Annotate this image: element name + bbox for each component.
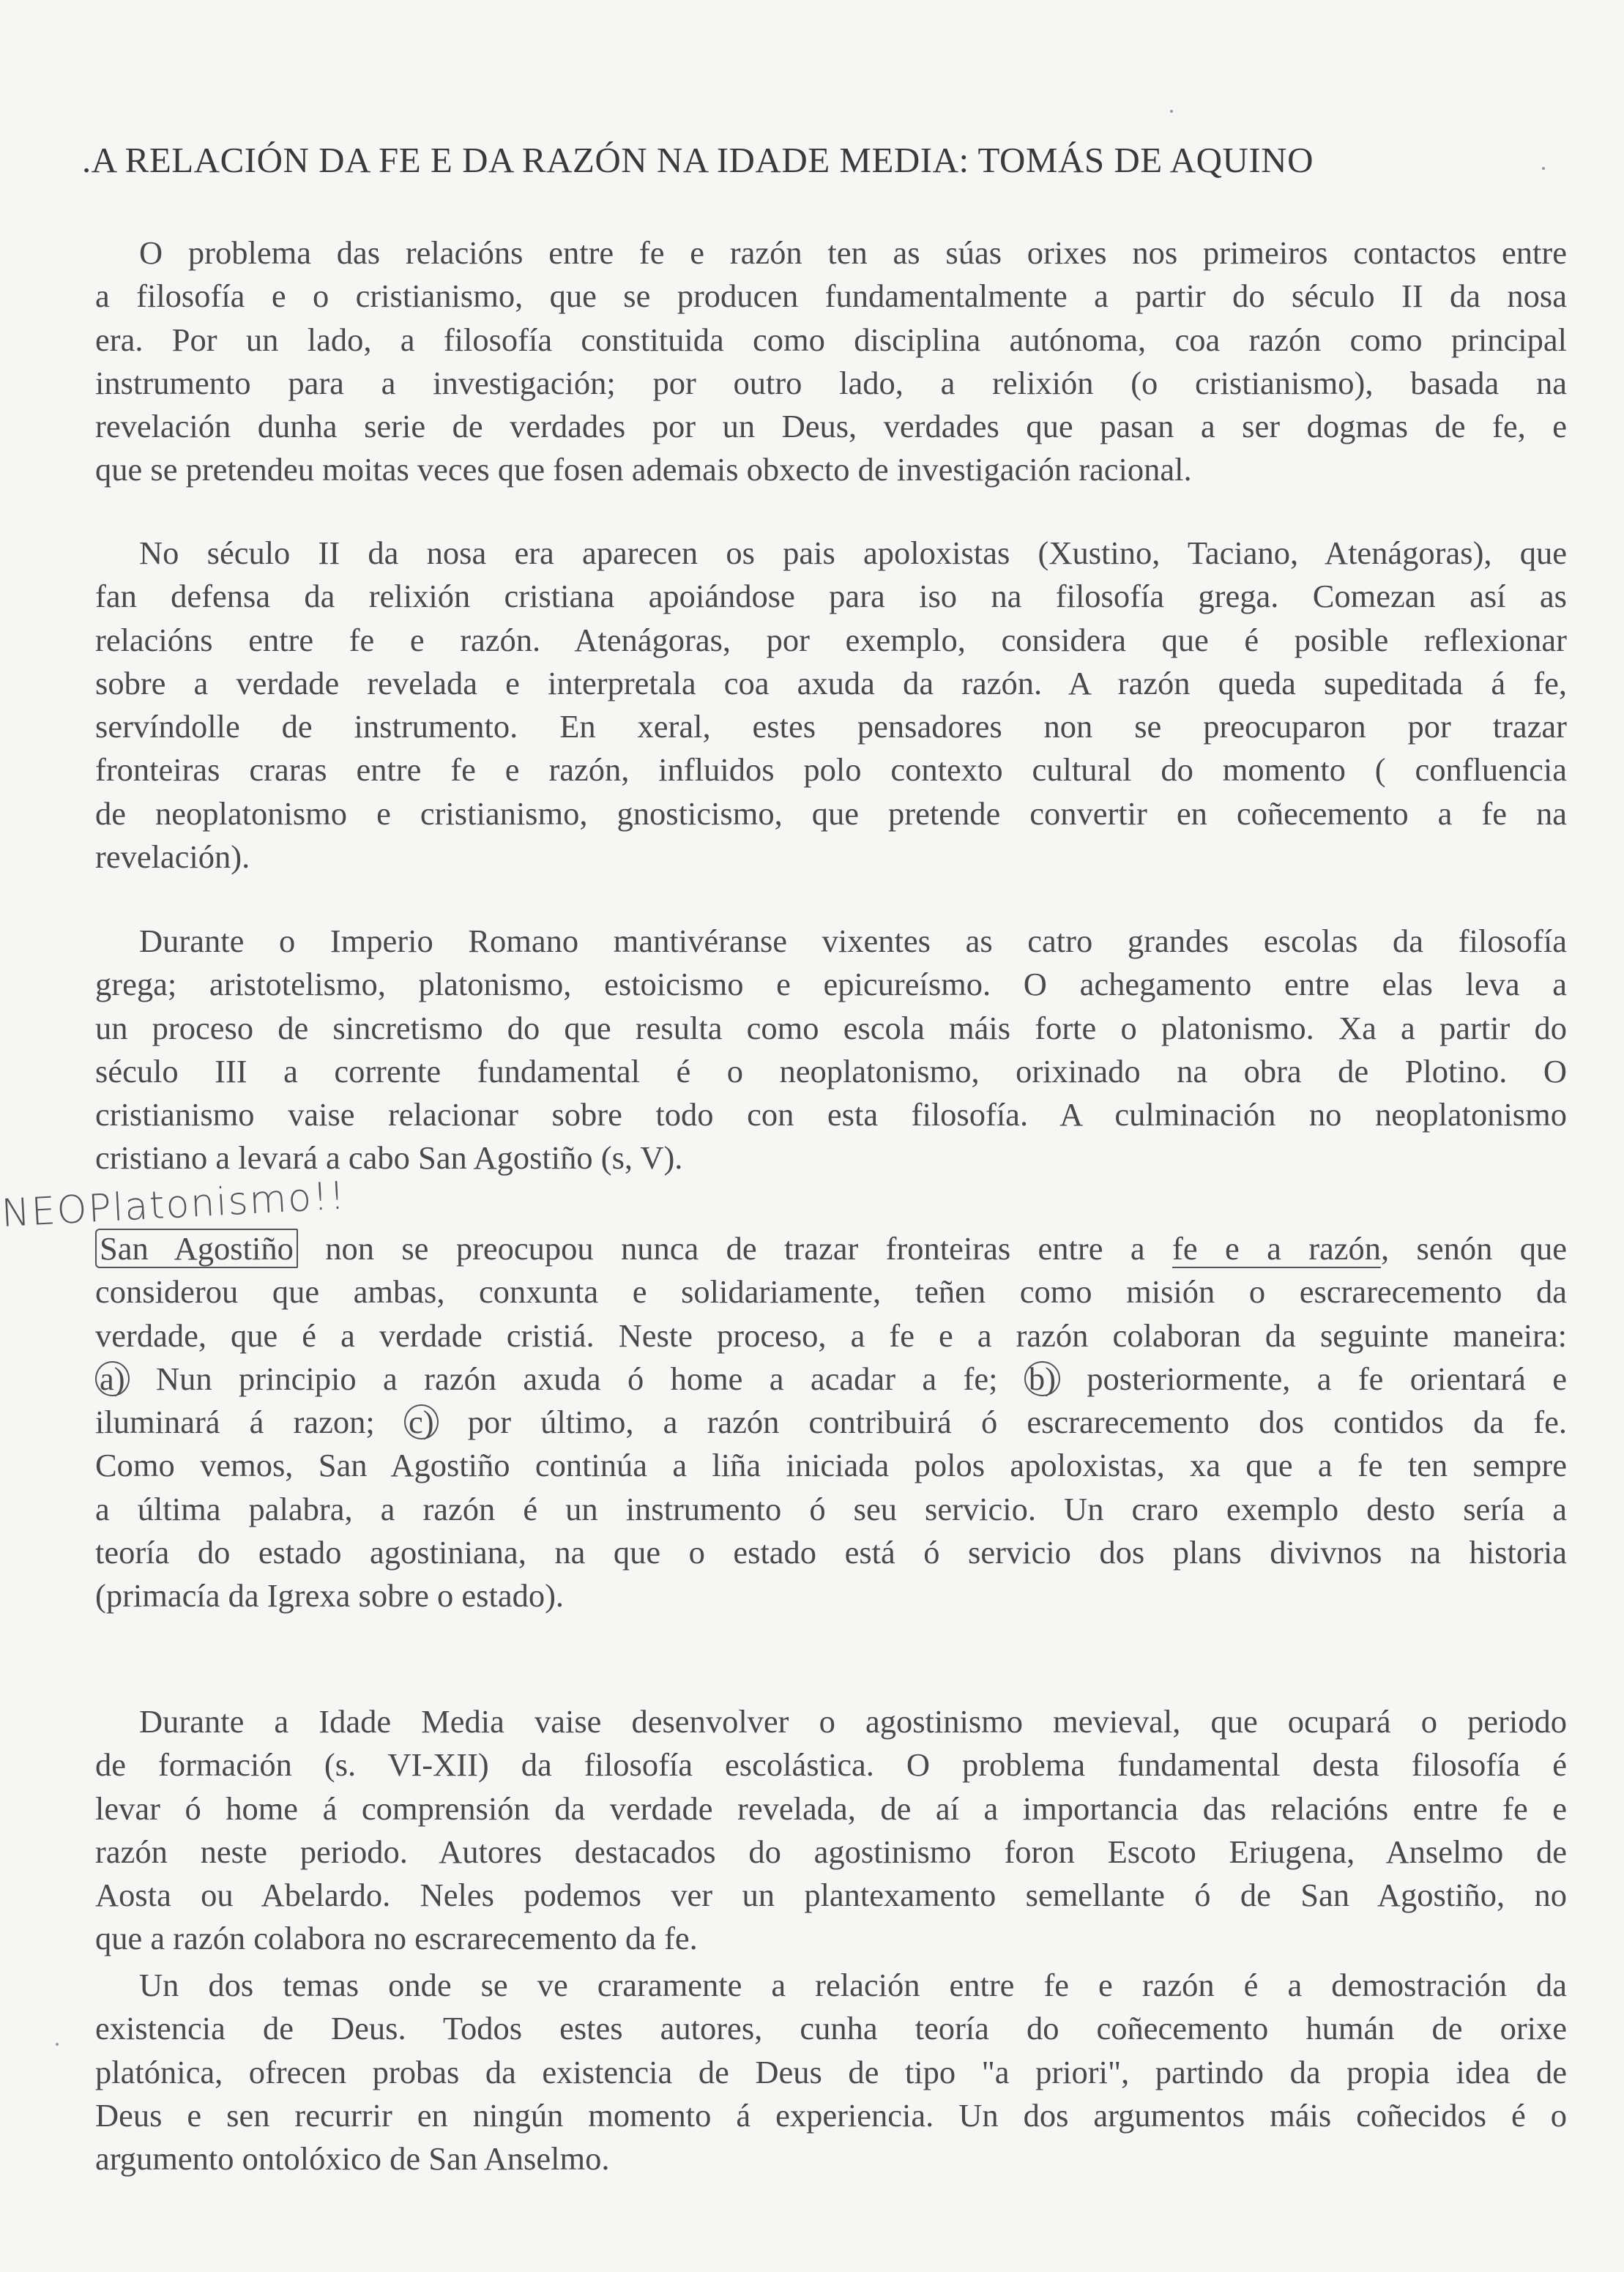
text-line	[95, 448, 1567, 491]
text-segment: revelación).	[95, 838, 250, 876]
text-segment: platónica, ofrecen probas da existencia de Deus de tipo "a priori", partindo da propia idea de	[95, 2053, 1567, 2090]
text-line	[95, 1314, 1567, 1357]
scan-speck	[1170, 110, 1173, 113]
text-line	[95, 1874, 1567, 1917]
text-line	[95, 1093, 1567, 1136]
text-line	[95, 1743, 1567, 1787]
text-segment: , senón que	[1381, 1230, 1567, 1267]
paragraph-existence-of-god	[95, 1964, 1567, 2180]
text-segment: que a razón colabora no escrarecemento da fe.	[95, 1920, 698, 1957]
text-segment: Durante a Idade Media vaise desenvolver o agostinismo mevieval, que ocupará o periodo	[139, 1703, 1567, 1740]
text-segment: servíndolle de instrumento. En xeral, estes pensadores non se preocuparon por trazar	[95, 708, 1567, 745]
text-segment: verdade, que é a verdade cristiá. Neste proceso, a fe e a razón colaboran da seguinte maneira:	[95, 1316, 1567, 1354]
text-line	[95, 1401, 1567, 1444]
text-segment: un proceso de sincretismo do que resulta como escola máis forte o platonismo. Xa a partir do	[95, 1009, 1567, 1046]
text-line	[95, 1050, 1567, 1093]
text-line	[95, 1136, 1567, 1180]
text-segment: fronteiras craras entre fe e razón, influidos polo contexto cultural do momento ( confluencia	[95, 751, 1567, 789]
text-segment: era. Por un lado, a filosofía constituida como disciplina autónoma, coa razón como principal	[95, 321, 1567, 358]
text-line	[95, 619, 1567, 662]
text-line	[95, 2051, 1567, 2094]
text-segment: cristianismo vaise relacionar sobre todo con esta filosofía. A culminación no neoplatonismo	[95, 1096, 1567, 1133]
text-line	[95, 792, 1567, 835]
text-segment: de formación (s. VI-XII) da filosofía escolástica. O problema fundamental desta filosofía é	[95, 1746, 1567, 1784]
text-line	[95, 319, 1567, 362]
text-segment: grega; aristotelismo, platonismo, estoicismo e epicureísmo. O achegamento entre elas leva a	[95, 966, 1567, 1003]
scan-speck	[1542, 167, 1545, 170]
text-line	[95, 705, 1567, 748]
text-line	[95, 920, 1567, 963]
paragraph-roman-empire	[95, 920, 1567, 1180]
text-segment: iluminará á razon;	[95, 1404, 404, 1441]
text-segment: sobre a verdade revelada e interpretala coa axuda da razón. A razón queda supeditada á fe,	[95, 664, 1567, 701]
text-line	[95, 1007, 1567, 1050]
text-line	[95, 1531, 1567, 1574]
text-segment: No século II da nosa era aparecen os pais apoloxistas (Xustino, Taciano, Atenágoras), que	[139, 535, 1567, 571]
text-line	[95, 1444, 1567, 1487]
paragraph-san-agostino	[95, 1227, 1567, 1618]
text-segment: existencia de Deus. Todos estes autores, cunha teoría do coñecemento humán de orixe	[95, 2010, 1567, 2047]
text-line	[95, 1700, 1567, 1743]
text-line	[95, 1488, 1567, 1531]
text-segment: por último, a razón contribuirá ó escrarecemento dos contidos da fe.	[438, 1404, 1568, 1441]
text-line	[95, 748, 1567, 792]
text-line	[95, 405, 1567, 448]
text-segment: cristiano a levará a cabo San Agostiño (s, V).	[95, 1139, 683, 1177]
text-line	[95, 2007, 1567, 2050]
text-line	[95, 532, 1567, 575]
text-segment: (primacía da Igrexa sobre o estado).	[95, 1577, 565, 1614]
text-segment: posteriormente, a fe orientará e	[1059, 1360, 1568, 1397]
text-line	[95, 1227, 1567, 1270]
text-line	[95, 1964, 1567, 2007]
text-segment: argumento ontolóxico de San Anselmo.	[95, 2140, 610, 2178]
paragraph-middle-ages	[95, 1700, 1567, 1961]
text-segment: razón neste periodo. Autores destacados do agostinismo foron Escoto Eriugena, Anselmo de	[95, 1833, 1567, 1870]
text-line	[95, 1917, 1567, 1960]
text-segment: a filosofía e o cristianismo, que se producen fundamentalmente a partir do século II da nosa	[95, 278, 1567, 315]
text-line	[95, 1357, 1567, 1401]
text-segment: instrumento para a investigación; por outro lado, a relixión (o cristianismo), basada na	[95, 364, 1567, 401]
text-segment: relacións entre fe e razón. Atenágoras, por exemplo, considera que é posible reflexionar	[95, 621, 1567, 658]
text-line	[95, 1270, 1567, 1314]
text-segment: de neoplatonismo e cristianismo, gnosticismo, que pretende convertir en coñecemento a fe na	[95, 794, 1567, 832]
text-line	[95, 963, 1567, 1006]
handwritten-circle-mark: a)	[95, 1361, 130, 1396]
text-line	[95, 2094, 1567, 2137]
paragraph-apologists	[95, 532, 1567, 879]
text-segment: considerou que ambas, conxunta e solidariamente, teñen como misión o escrarecemento da	[95, 1273, 1567, 1311]
text-line	[95, 1574, 1567, 1617]
document-title: .A RELACIÓN DA FE E DA RAZÓN NA IDADE MEDIA: TOMÁS DE AQUINO	[82, 140, 1314, 180]
text-line	[95, 231, 1567, 275]
text-segment: Como vemos, San Agostiño continúa a liña iniciada polos apoloxistas, xa que a fe ten sempre	[95, 1447, 1567, 1484]
handwritten-box-mark: San Agostiño	[95, 1229, 298, 1268]
text-segment: revelación dunha serie de verdades por un Deus, verdades que pasan a ser dogmas de fe, e	[95, 408, 1567, 445]
text-segment: Un dos temas onde se ve craramente a relación entre fe e razón é a demostración da	[139, 1967, 1567, 2003]
paragraph-origins	[95, 231, 1567, 492]
handwritten-circle-mark: b)	[1024, 1361, 1060, 1396]
handwritten-underline-mark: fe e a razón	[1172, 1230, 1382, 1267]
text-segment: século III a corrente fundamental é o neoplatonismo, orixinado na obra de Plotino. O	[95, 1052, 1567, 1090]
handwritten-note: NEOPlatonismo!!	[0, 1174, 348, 1236]
text-line	[95, 835, 1567, 879]
text-line	[95, 662, 1567, 705]
handwritten-circle-mark: c)	[404, 1404, 439, 1439]
text-line	[95, 2137, 1567, 2180]
text-line	[95, 1830, 1567, 1874]
text-segment: Nun principio a razón axuda ó home a acadar a fe;	[129, 1360, 1024, 1397]
text-line	[95, 275, 1567, 318]
text-segment: O problema das relacións entre fe e razón ten as súas orixes nos primeiros contactos entre	[139, 234, 1567, 271]
text-segment: que se pretendeu moitas veces que fosen ademais obxecto de investigación racional.	[95, 451, 1192, 488]
text-segment: a última palabra, a razón é un instrumento ó seu servicio. Un craro exemplo desto sería a	[95, 1490, 1567, 1527]
text-segment: Durante o Imperio Romano mantivéranse vixentes as catro grandes escolas da filosofía	[139, 923, 1567, 959]
text-line	[95, 362, 1567, 405]
text-line	[95, 575, 1567, 618]
text-segment: Deus e sen recurrir en ningún momento á experiencia. Un dos argumentos máis coñecidos é o	[95, 2096, 1567, 2134]
text-segment: fan defensa da relixión cristiana apoiándose para iso na filosofía grega. Comezan así as	[95, 578, 1567, 615]
text-line	[95, 1787, 1567, 1830]
scan-speck	[56, 2043, 59, 2046]
text-segment: Aosta ou Abelardo. Neles podemos ver un plantexamento semellante ó de San Agostiño, no	[95, 1877, 1567, 1914]
text-segment: levar ó home á comprensión da verdade revelada, de aí a importancia das relacións entre fe e	[95, 1789, 1567, 1827]
text-segment: teoría do estado agostiniana, na que o estado está ó servicio dos plans divivnos na historia	[95, 1534, 1567, 1571]
text-segment: non se preocupou nunca de trazar fronteiras entre a	[297, 1230, 1172, 1267]
